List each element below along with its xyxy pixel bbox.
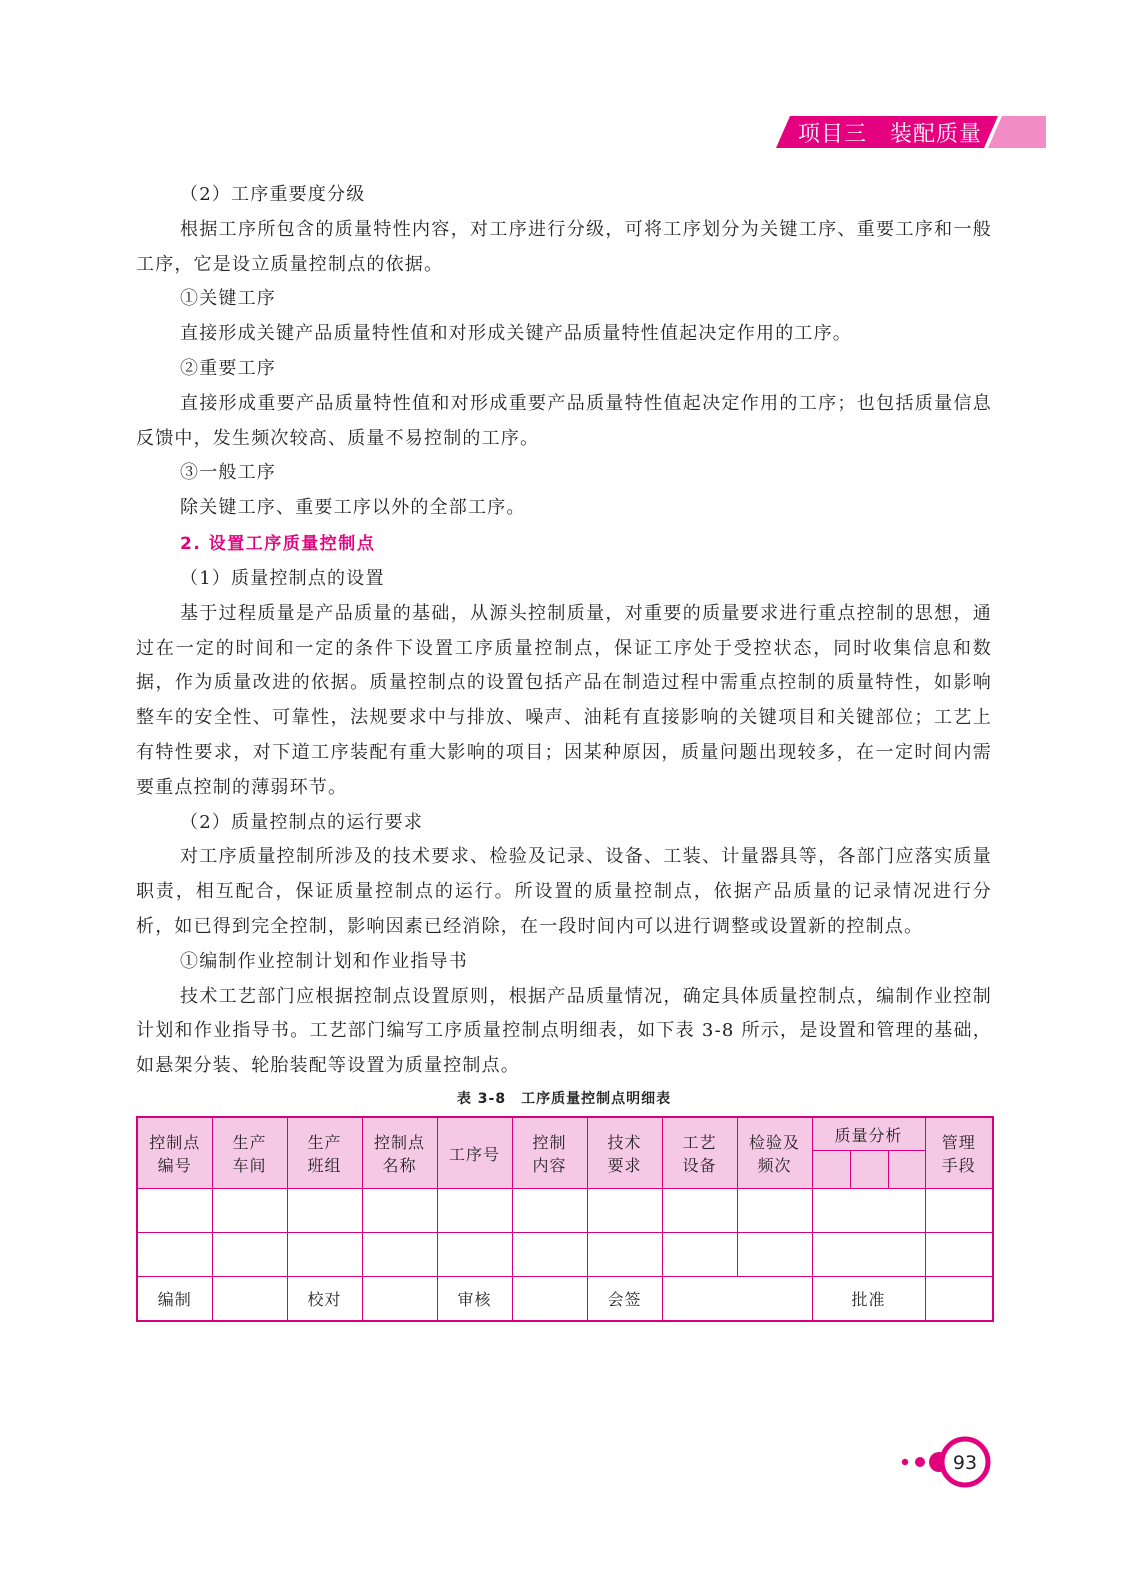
header-cell: 生产 车间 xyxy=(212,1117,287,1189)
page-number-badge xyxy=(791,1432,991,1492)
footer-label: 批准 xyxy=(812,1277,925,1321)
subheading: ①关键工序 xyxy=(180,288,276,310)
paragraph: 技术工艺部门应根据控制点设置原则，根据产品质量情况，确定具体质量控制点，编制作业控制计划和作业指导书。工艺部门编写工序质量控制点明细表，如下表 3-8 所示，是设置和管理的基础，如悬架分装、轮胎装配等设置为质量控制点。 xyxy=(136,985,992,1077)
paragraph: 基于过程质量是产品质量的基础，从源头控制质量，对重要的质量要求进行重点控制的思想，通过在一定的时间和一定的条件下设置工序质量控制点，保证工序处于受控状态，同时收集信息和数据，作为质量改进的依据。质量控制点的设置包括产品在制造过程中需重点控制的质量特性，如影响整车的安全性、可靠性，法规要求中与排放、噪声、油耗有直接影响的关键项目和关键部位；工艺上有特性要求，对下道工序装配有重大影响的项目；因某种原因，质量问题出现较多，在一定时间内需要重点控制的薄弱环节。 xyxy=(136,602,992,798)
subheading: （2）质量控制点的运行要求 xyxy=(180,811,424,833)
table-row xyxy=(137,1189,993,1233)
header-cell: 质量分析 xyxy=(812,1117,925,1151)
chapter-title: 项目三 装配质量 xyxy=(798,122,983,147)
subheading: ①编制作业控制计划和作业指导书 xyxy=(180,950,468,972)
section-heading: 2. 设置工序质量控制点 xyxy=(180,533,376,554)
header-cell: 技术 要求 xyxy=(587,1117,662,1189)
footer-label: 校对 xyxy=(287,1277,362,1321)
subheading: （1）质量控制点的设置 xyxy=(180,567,385,589)
footer-label: 编制 xyxy=(137,1277,212,1321)
header-subcell xyxy=(888,1151,925,1189)
header-cell: 控制点 编号 xyxy=(137,1117,212,1189)
page-number: 93 xyxy=(952,1452,978,1474)
footer-label: 会签 xyxy=(587,1277,662,1321)
paragraph: 根据工序所包含的质量特性内容，对工序进行分级，可将工序划分为关键工序、重要工序和一般工序，它是设立质量控制点的依据。 xyxy=(136,218,992,275)
dot-icon xyxy=(902,1459,908,1465)
subheading: ③一般工序 xyxy=(180,462,276,484)
paragraph: 直接形成关键产品质量特性值和对形成关键产品质量特性值起决定作用的工序。 xyxy=(180,323,852,345)
paragraph: 直接形成重要产品质量特性值和对形成重要产品质量特性值起决定作用的工序；也包括质量信息反馈中，发生频次较高、质量不易控制的工序。 xyxy=(136,392,992,449)
subheading: （2）工序重要度分级 xyxy=(180,184,366,205)
footer-label: 审核 xyxy=(437,1277,512,1321)
table-row xyxy=(137,1233,993,1277)
header-cell: 生产 班组 xyxy=(287,1117,362,1189)
header-cell: 控制 内容 xyxy=(512,1117,587,1189)
dot-icon xyxy=(915,1457,925,1467)
header-cell: 控制点 名称 xyxy=(362,1117,437,1189)
quality-control-table xyxy=(136,1116,994,1322)
paragraph: 对工序质量控制所涉及的技术要求、检验及记录、设备、工装、计量器具等，各部门应落实质量职责，相互配合，保证质量控制点的运行。所设置的质量控制点，依据产品质量的记录情况进行分析，如已得到完全控制，影响因素已经消除，在一段时间内可以进行调整或设置新的控制点。 xyxy=(136,846,992,937)
header-cell: 管理 手段 xyxy=(925,1117,993,1189)
header-subcell xyxy=(850,1151,888,1189)
page-footer xyxy=(791,1432,991,1492)
subheading: ②重要工序 xyxy=(180,357,276,379)
header-cell: 工艺 设备 xyxy=(662,1117,737,1189)
table-caption: 表 3-8 工序质量控制点明细表 xyxy=(456,1090,672,1107)
header-subcell xyxy=(812,1151,850,1189)
header-cell: 工序号 xyxy=(437,1117,512,1189)
header-cell: 检验及 频次 xyxy=(737,1117,812,1189)
paragraph: 除关键工序、重要工序以外的全部工序。 xyxy=(180,497,526,519)
page-content xyxy=(136,178,992,1322)
table-footer-row xyxy=(137,1277,993,1321)
